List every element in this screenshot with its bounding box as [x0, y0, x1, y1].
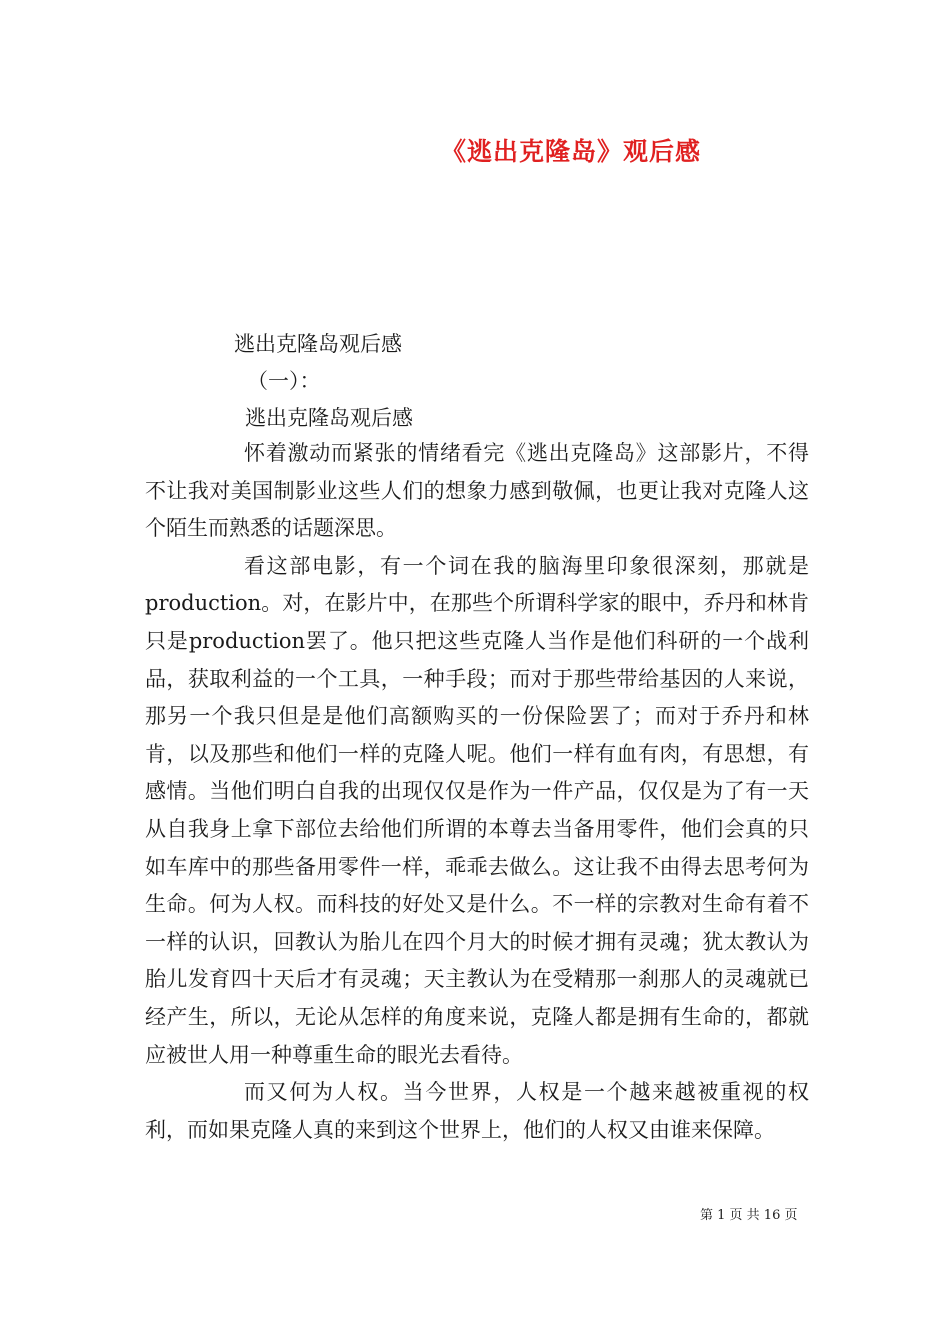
paragraph-1: 怀着激动而紧张的情绪看完《逃出克隆岛》这部影片，不得不让我对美国制影业这些人们的想象力感到敬佩，也更让我对克隆人这个陌生而熟悉的话题深思。 — [145, 441, 809, 541]
page-number: 第 1 页 共 16 页 — [700, 1208, 798, 1223]
document-body — [145, 435, 809, 1149]
section-marker: （一）： — [247, 369, 321, 393]
document-title: 《逃出克隆岛》观后感 — [440, 137, 701, 166]
paragraph-2: 看这部电影，有一个词在我的脑海里印象很深刻，那就是production。对，在影片中，在那些个所谓科学家的眼中，乔丹和林肯只是production罢了。他只把这些克隆人当作是他们科研的一个战利品，获取利益的一个工具，一种手段；而对于那些带给基因的人来说，那另一个我只但是是他们高额购买的一份保险罢了；而对于乔丹和林肯，以及那些和他们一样的克隆人呢。他们一样有血有肉，有思想，有感情。当他们明白自我的出现仅仅是作为一件产品，仅仅是为了有一天从自我身上拿下部位去给他们所谓的本尊去当备用零件，他们会真的只如车库中的那些备用零件一样，乖乖去做么。这让我不由得去思考何为生命。何为人权。而科技的好处又是什么。不一样的宗教对生命有着不一样的认识，回教认为胎儿在四个月大的时候才拥有灵魂；犹太教认为胎儿发育四十天后才有灵魂；天主教认为在受精那一刹那人的灵魂就已经产生，所以，无论从怎样的角度来说，克隆人都是拥有生命的，都就应被世人用一种尊重生命的眼光去看待。 — [145, 553, 809, 1067]
paragraph-3: 而又何为人权。当今世界，人权是一个越来越被重视的权利，而如果克隆人真的来到这个世界上，他们的人权又由谁来保障。 — [145, 1080, 809, 1142]
section-heading: 逃出克隆岛观后感 — [245, 406, 413, 430]
subtitle: 逃出克隆岛观后感 — [234, 332, 402, 356]
